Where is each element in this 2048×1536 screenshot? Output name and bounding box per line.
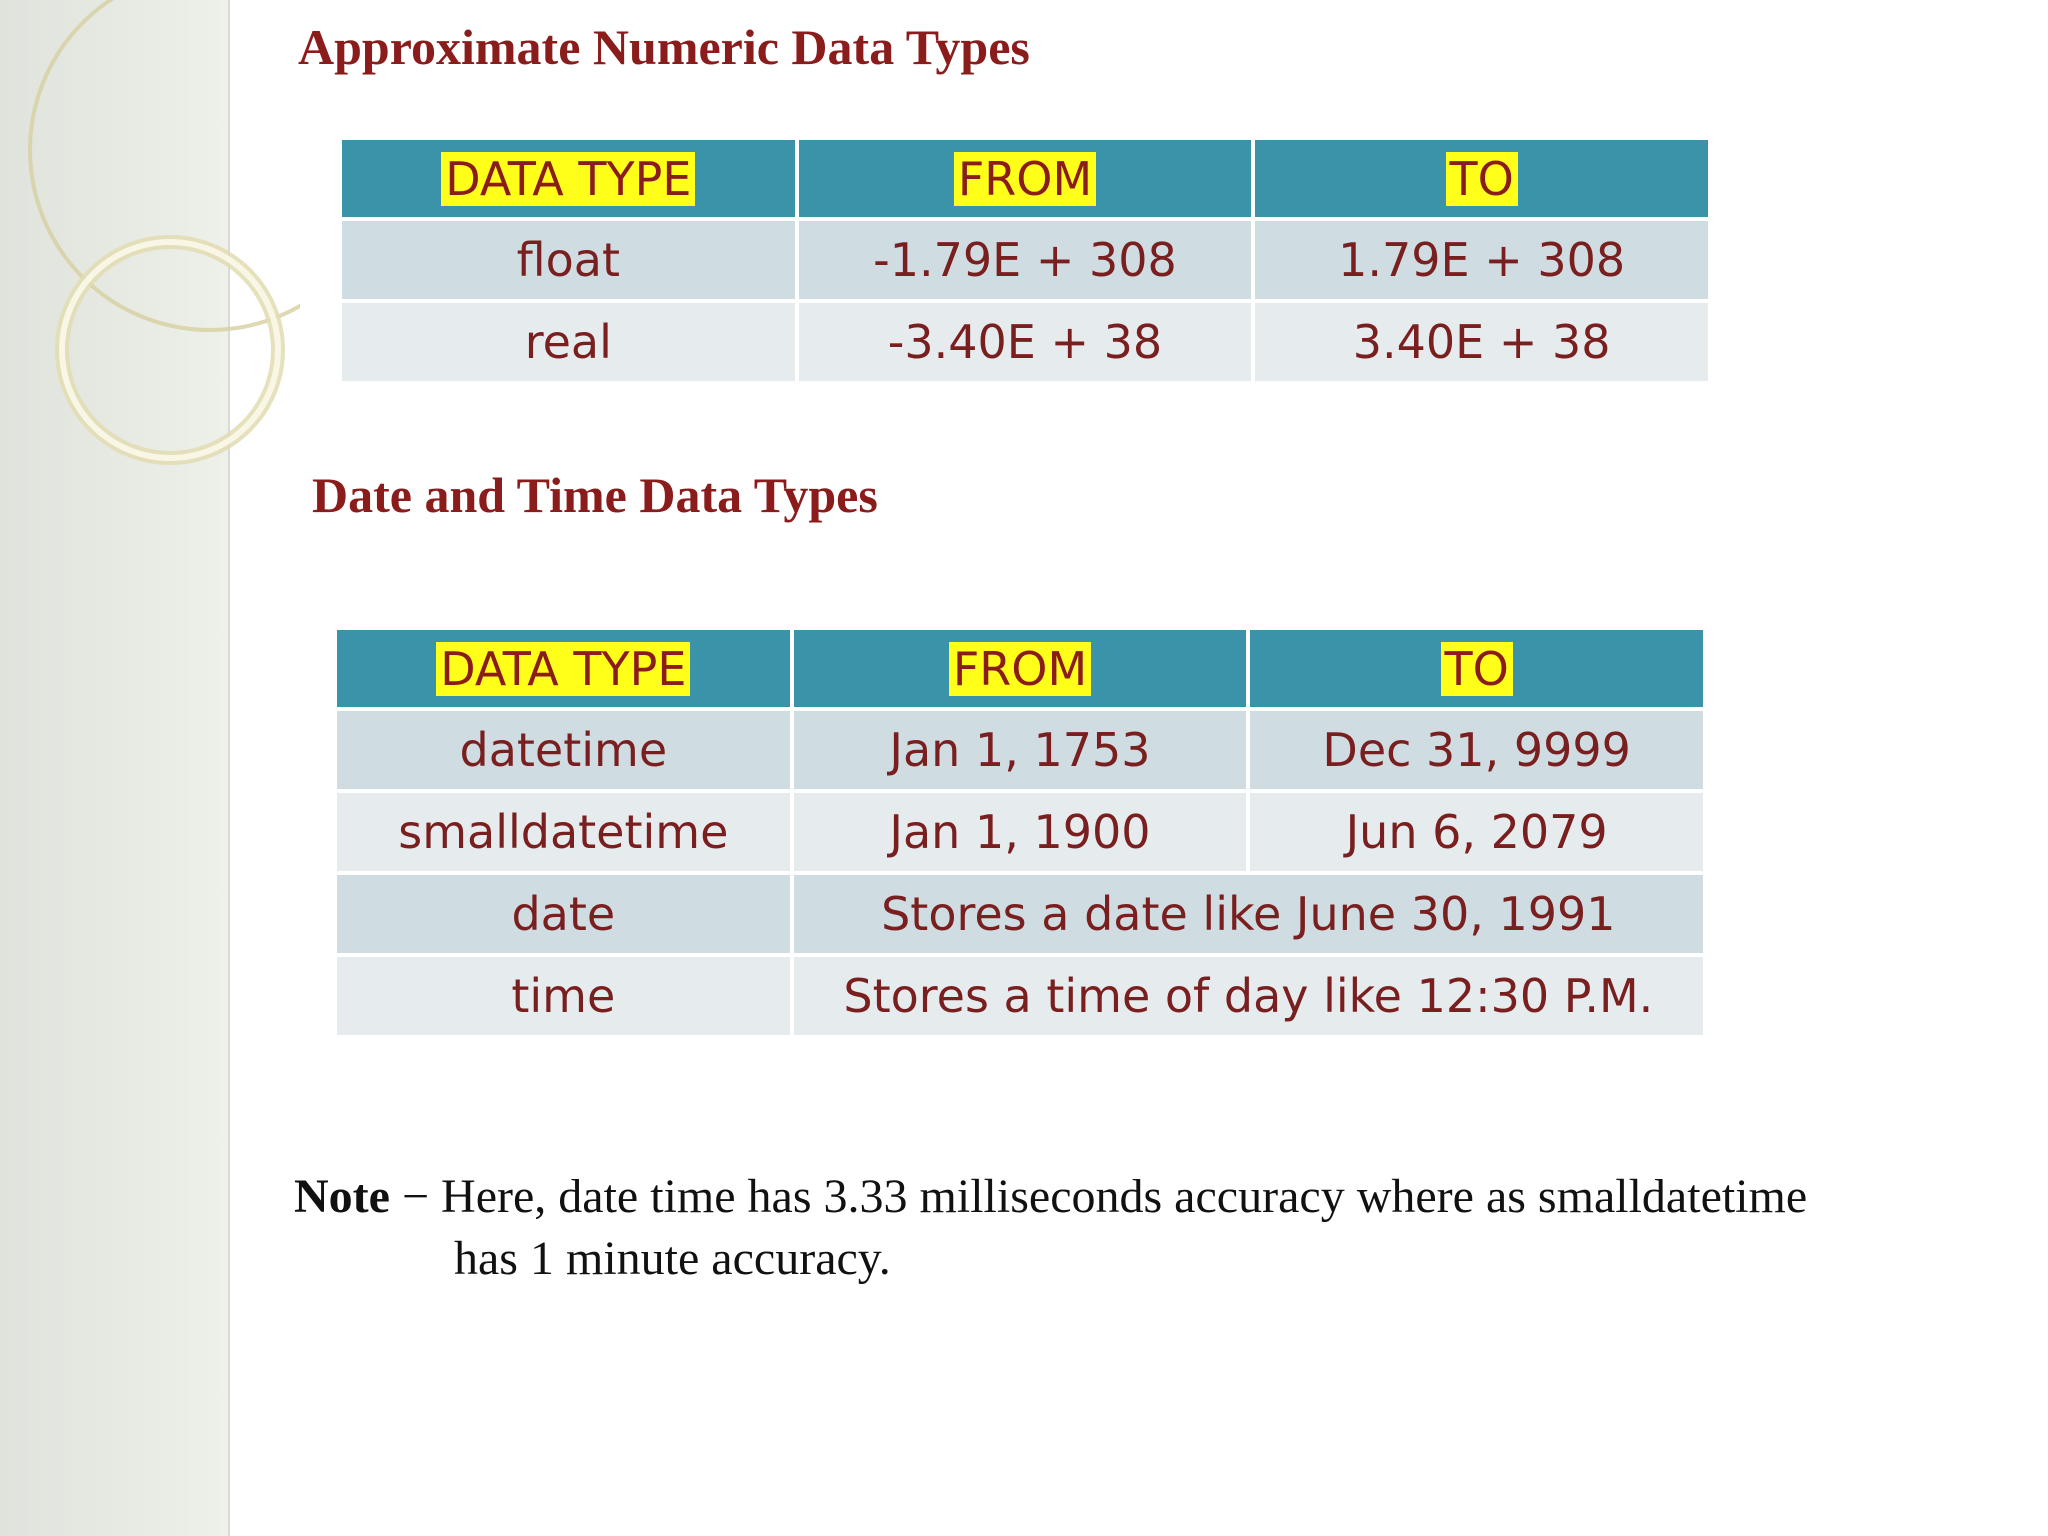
table-cell: -3.40E + 38 [799, 303, 1252, 381]
table-cell-merged: Stores a date like June 30, 1991 [794, 875, 1703, 953]
note-line-2: has 1 minute accuracy. [454, 1232, 891, 1285]
table-header-row [342, 140, 1708, 217]
section-title-datetime: Date and Time Data Types [312, 467, 878, 523]
note-label: Note [294, 1170, 390, 1223]
header-cell [1255, 140, 1708, 217]
header-label: DATA TYPE [441, 152, 695, 206]
header-label: DATA TYPE [436, 642, 690, 696]
table-row [337, 793, 1703, 871]
header-label: FROM [949, 642, 1091, 696]
decorative-rings [0, 0, 300, 520]
header-label: FROM [954, 152, 1096, 206]
table-cell-merged: Stores a time of day like 12:30 P.M. [794, 957, 1703, 1035]
header-cell [337, 630, 790, 707]
table-row [337, 957, 1703, 1035]
table-cell: -1.79E + 308 [799, 221, 1252, 299]
table-row [337, 875, 1703, 953]
note-line-1: Here, date time has 3.33 milliseconds accuracy where as smalldatetime [441, 1170, 1808, 1223]
header-cell [342, 140, 795, 217]
table-cell: date [337, 875, 790, 953]
table-cell: float [342, 221, 795, 299]
datetime-table [333, 626, 1707, 1039]
table-row [342, 221, 1708, 299]
table-cell: smalldatetime [337, 793, 790, 871]
table-cell: time [337, 957, 790, 1035]
table-cell: 3.40E + 38 [1255, 303, 1708, 381]
note-dash: − [389, 1170, 442, 1223]
note-paragraph [294, 1166, 1807, 1290]
table-cell: Dec 31, 9999 [1250, 711, 1703, 789]
section-title-approx: Approximate Numeric Data Types [298, 19, 1030, 75]
header-cell [794, 630, 1247, 707]
table-cell: Jun 6, 2079 [1250, 793, 1703, 871]
table-cell: datetime [337, 711, 790, 789]
table-row [342, 303, 1708, 381]
table-cell: Jan 1, 1900 [794, 793, 1247, 871]
header-cell [799, 140, 1252, 217]
header-label: TO [1446, 152, 1518, 206]
table-cell: real [342, 303, 795, 381]
table-cell: Jan 1, 1753 [794, 711, 1247, 789]
approx-numeric-table [338, 136, 1712, 385]
header-label: TO [1441, 642, 1513, 696]
table-cell: 1.79E + 308 [1255, 221, 1708, 299]
header-cell [1250, 630, 1703, 707]
table-header-row [337, 630, 1703, 707]
table-row [337, 711, 1703, 789]
